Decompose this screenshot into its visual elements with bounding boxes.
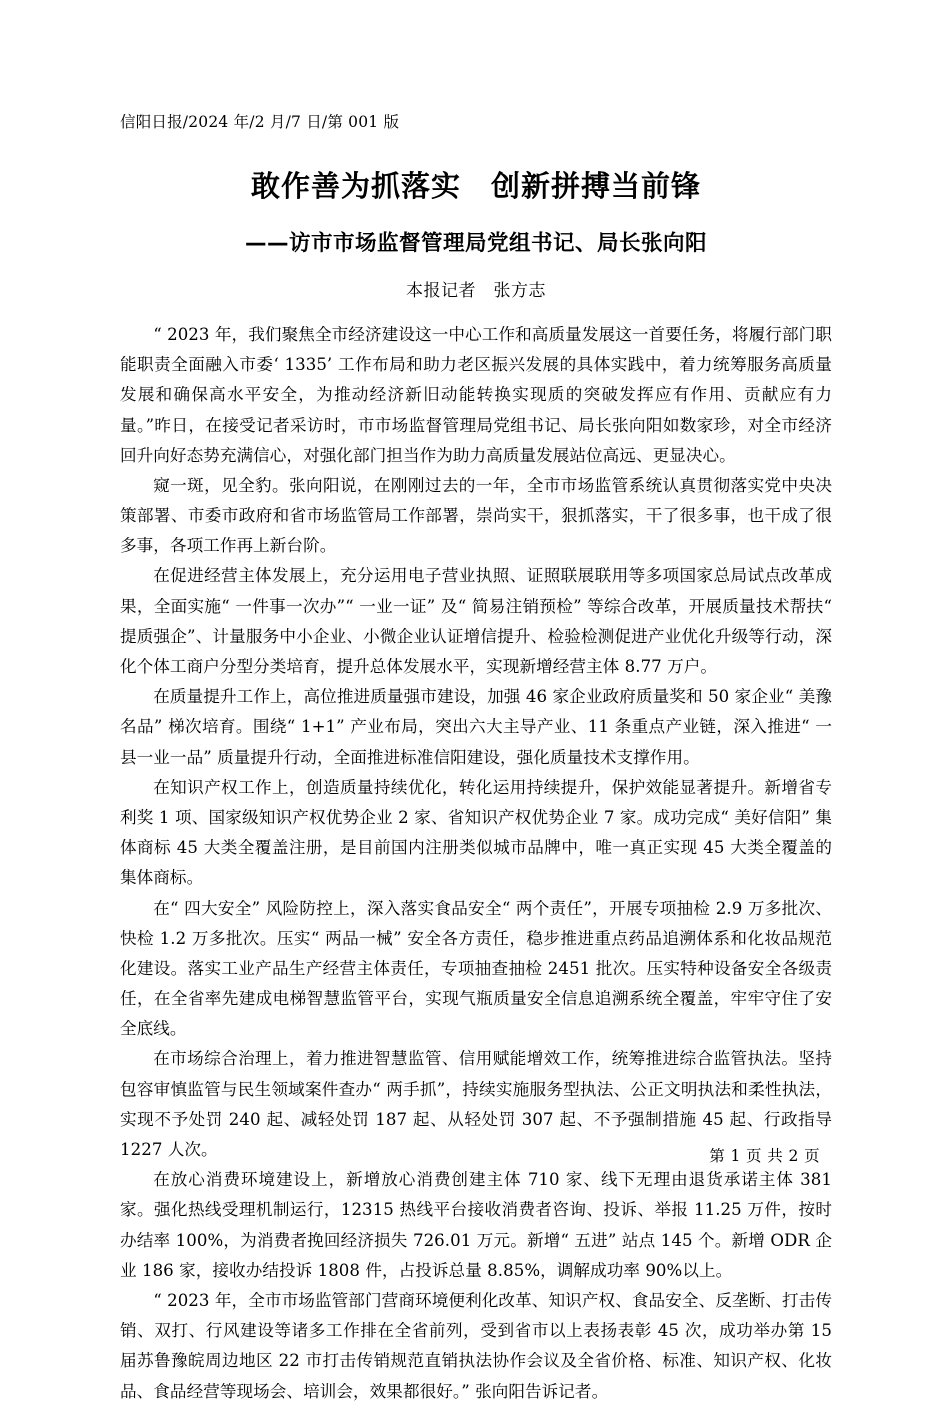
page-number-footer: 第 1 页 共 2 页 xyxy=(709,1147,820,1165)
body-paragraph: 在市场综合治理上，着力推进智慧监管、信用赋能增效工作，统筹推进综合监管执法。坚持包容审慎监管与民生领域案件查办“ 两手抓”，持续实施服务型执法、公正文明执法和柔性执法，实现不予处罚 240 起、减轻处罚 187 起、从轻处罚 307 起、不予强制措施 45 起、行政指导 1227 人次。 xyxy=(120,1049,832,1160)
body-paragraph: 窥一斑，见全豹。张向阳说，在刚刚过去的一年，全市市场监管系统认真贯彻落实党中央决策部署、市委市政府和省市场监管局工作部署，崇尚实干，狠抓落实，干了很多事，也干成了很多事，各项工作再上新台阶。 xyxy=(120,475,832,556)
article-body xyxy=(120,320,832,1407)
body-paragraph: 在质量提升工作上，高位推进质量强市建设，加强 46 家企业政府质量奖和 50 家企业“ 美豫名品” 梯次培育。围绕“ 1+1” 产业布局，突出六大主导产业、11 条重点产业链，深入推进“ 一县一业一品” 质量提升行动，全面推进标准信阳建设，强化质量技术支撑作用。 xyxy=(120,687,832,767)
article-byline: 本报记者 张方志 xyxy=(406,280,546,301)
article-headline: 敢作善为抓落实 创新拼搏当前锋 xyxy=(250,168,701,203)
body-paragraph: 在知识产权工作上，创造质量持续优化，转化运用持续提升，保护效能显著提升。新增省专利奖 1 项、国家级知识产权优势企业 2 家、省知识产权优势企业 7 家。成功完成“ 美好信阳” 集体商标 45 大类全覆盖注册，是目前国内注册类似城市品牌中，唯一真正实现 45 大类全覆盖的集体商标。 xyxy=(120,777,832,888)
body-paragraph: 在促进经营主体发展上，充分运用电子营业执照、证照联展联用等多项国家总局试点改革成果，全面实施“ 一件事一次办”“ 一业一证” 及“ 简易注销预检” 等综合改革，开展质量技术帮扶“ 提质强企”、计量服务中小企业、小微企业认证增信提升、检验检测促进产业优化升级等行动，深化个体工商户分型分类培育，提升总体发展水平，实现新增经营主体 8.77 万户。 xyxy=(120,566,832,677)
body-paragraph: “ 2023 年，全市市场监管部门营商环境便利化改革、知识产权、食品安全、反垄断、打击传销、双打、行风建设等诸多工作排在全省前列，受到省市以上表扬表彰 45 次，成功举办第 15 届苏鲁豫皖周边地区 22 市打击传销规范直销执法协作会议及全省价格、标准、知识产权、化妆品、食品经营等现场会、培训会，效果都很好。” 张向阳告诉记者。 xyxy=(120,1290,832,1401)
article-subheadline: ——访市市场监督管理局党组书记、局长张向阳 xyxy=(244,230,707,256)
body-paragraph: “ 2023 年，我们聚焦全市经济建设这一中心工作和高质量发展这一首要任务，将履行部门职能职责全面融入市委‘ 1335’ 工作布局和助力老区振兴发展的具体实践中，着力统筹服务高质量发展和确保高水平安全，为推动经济新旧动能转换实现质的突破发挥应有作用、贡献应有力量。”昨日，在接受记者采访时，市市场监督管理局党组书记、局长张向阳如数家珍，对全市经济回升向好态势充满信心，对强化部门担当作为助力高质量发展站位高远、更显决心。 xyxy=(120,324,832,465)
body-paragraph: 在放心消费环境建设上，新增放心消费创建主体 710 家、线下无理由退货承诺主体 381 家。强化热线受理机制运行，12315 热线平台接收消费者咨询、投诉、举报 11.25 万件，按时办结率 100%，为消费者挽回经济损失 726.01 万元。新增“ 五进” 站点 145 个。新增 ODR 企业 186 家，接收办结投诉 1808 件，占投诉总量 8.85%，调解成功率 90%以上。 xyxy=(120,1170,832,1280)
source-citation: 信阳日报/2024 年/2 月/7 日/第 001 版 xyxy=(120,113,400,131)
body-paragraph: 在“ 四大安全” 风险防控上，深入落实食品安全“ 两个责任”，开展专项抽检 2.9 万多批次、快检 1.2 万多批次。压实“ 两品一械” 安全各方责任，稳步推进重点药品追溯体系和化妆品规范化建设。落实工业产品生产经营主体责任，专项抽查抽检 2451 批次。压实特种设备安全各级责任，在全省率先建成电梯智慧监管平台，实现气瓶质量安全信息追溯系统全覆盖，牢牢守住了安全底线。 xyxy=(120,898,832,1039)
